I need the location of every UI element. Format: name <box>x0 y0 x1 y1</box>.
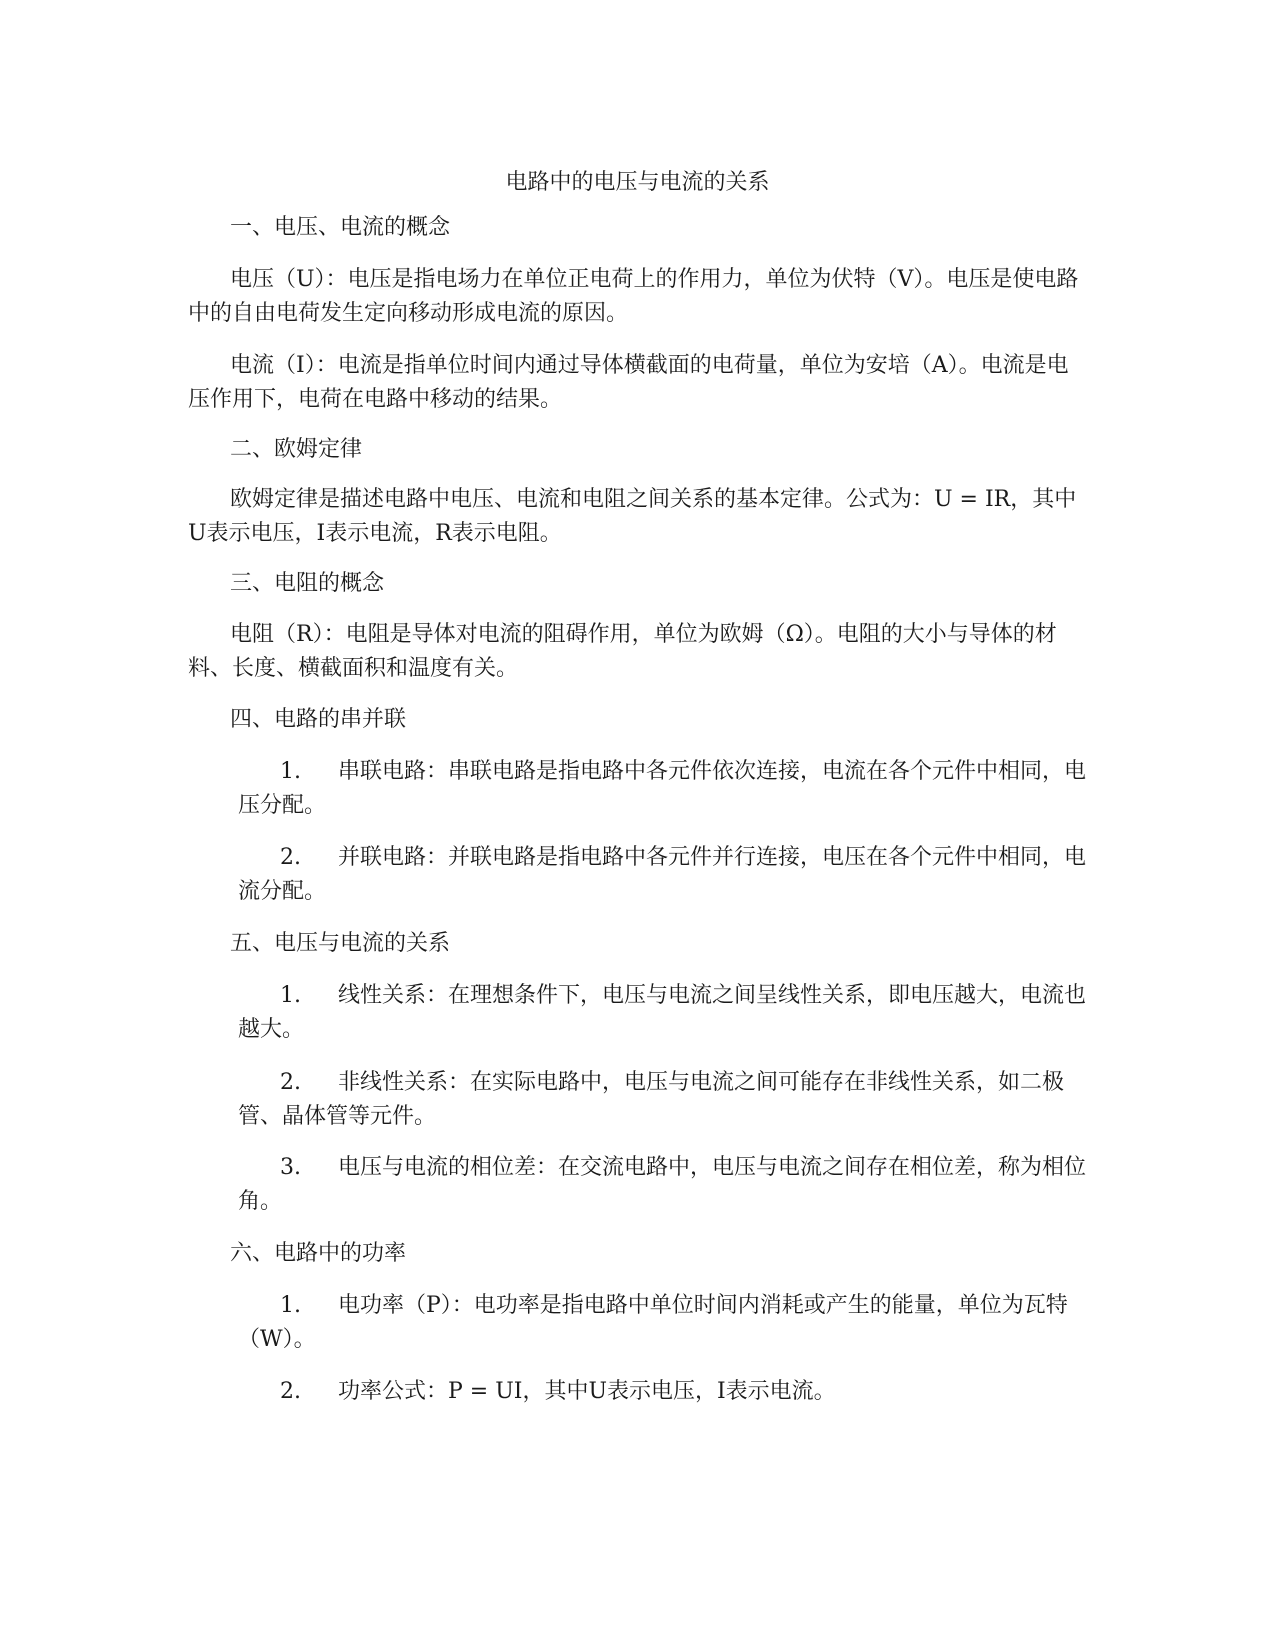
list-item-number: 2. <box>280 1379 301 1404</box>
list-item-number: 2. <box>280 845 301 870</box>
list-item-text: 并联电路：并联电路是指电路中各元件并行连接，电压在各个元件中相同，电流分配。 <box>238 845 1087 904</box>
list-item-number: 1. <box>280 1293 301 1318</box>
section-heading: 五、电压与电流的关系 <box>230 931 451 956</box>
paragraph: 电压（U）：电压是指电场力在单位正电荷上的作用力，单位为伏特（V）。电压是使电路中的自由电荷发生定向移动形成电流的原因。 <box>188 267 1079 326</box>
section-heading: 三、电阻的概念 <box>230 571 385 596</box>
paragraph: 电阻（R）：电阻是导体对电流的阻碍作用，单位为欧姆（Ω）。电阻的大小与导体的材料、长度、横截面积和温度有关。 <box>188 622 1057 681</box>
list-item <box>238 1289 1088 1357</box>
list-item-text: 电功率（P）：电功率是指电路中单位时间内消耗或产生的能量，单位为瓦特（W）。 <box>238 1293 1068 1352</box>
section-heading: 六、电路中的功率 <box>230 1241 407 1266</box>
document-title: 电路中的电压与电流的关系 <box>505 170 770 195</box>
section-heading: 二、欧姆定律 <box>230 437 363 462</box>
list-item-number: 1. <box>280 759 301 784</box>
list-item <box>238 1151 1088 1219</box>
list-item-text: 线性关系：在理想条件下，电压与电流之间呈线性关系，即电压越大，电流也越大。 <box>238 983 1087 1042</box>
list-item-text: 串联电路：串联电路是指电路中各元件依次连接，电流在各个元件中相同，电压分配。 <box>238 759 1087 818</box>
list-item <box>238 755 1088 823</box>
list-item-number: 1. <box>280 983 301 1008</box>
list-item <box>238 1375 1088 1409</box>
list-item-number: 2. <box>280 1070 301 1095</box>
list-item-text: 电压与电流的相位差：在交流电路中，电压与电流之间存在相位差，称为相位角。 <box>238 1155 1087 1214</box>
section-heading: 一、电压、电流的概念 <box>230 215 451 240</box>
paragraph: 欧姆定律是描述电路中电压、电流和电阻之间关系的基本定律。公式为：U = IR，其中U表示电压，I表示电流，R表示电阻。 <box>188 487 1077 546</box>
list-item-text: 非线性关系：在实际电路中，电压与电流之间可能存在非线性关系，如二极管、晶体管等元件。 <box>238 1070 1065 1129</box>
list-item <box>238 1066 1088 1134</box>
paragraph: 电流（I）：电流是指单位时间内通过导体横截面的电荷量，单位为安培（A）。电流是电压作用下，电荷在电路中移动的结果。 <box>188 353 1069 412</box>
list-item-number: 3. <box>280 1155 301 1180</box>
section-heading: 四、电路的串并联 <box>230 707 407 732</box>
list-item <box>238 979 1088 1047</box>
list-item-text: 功率公式：P = UI，其中U表示电压，I表示电流。 <box>338 1379 836 1404</box>
list-item <box>238 841 1088 909</box>
